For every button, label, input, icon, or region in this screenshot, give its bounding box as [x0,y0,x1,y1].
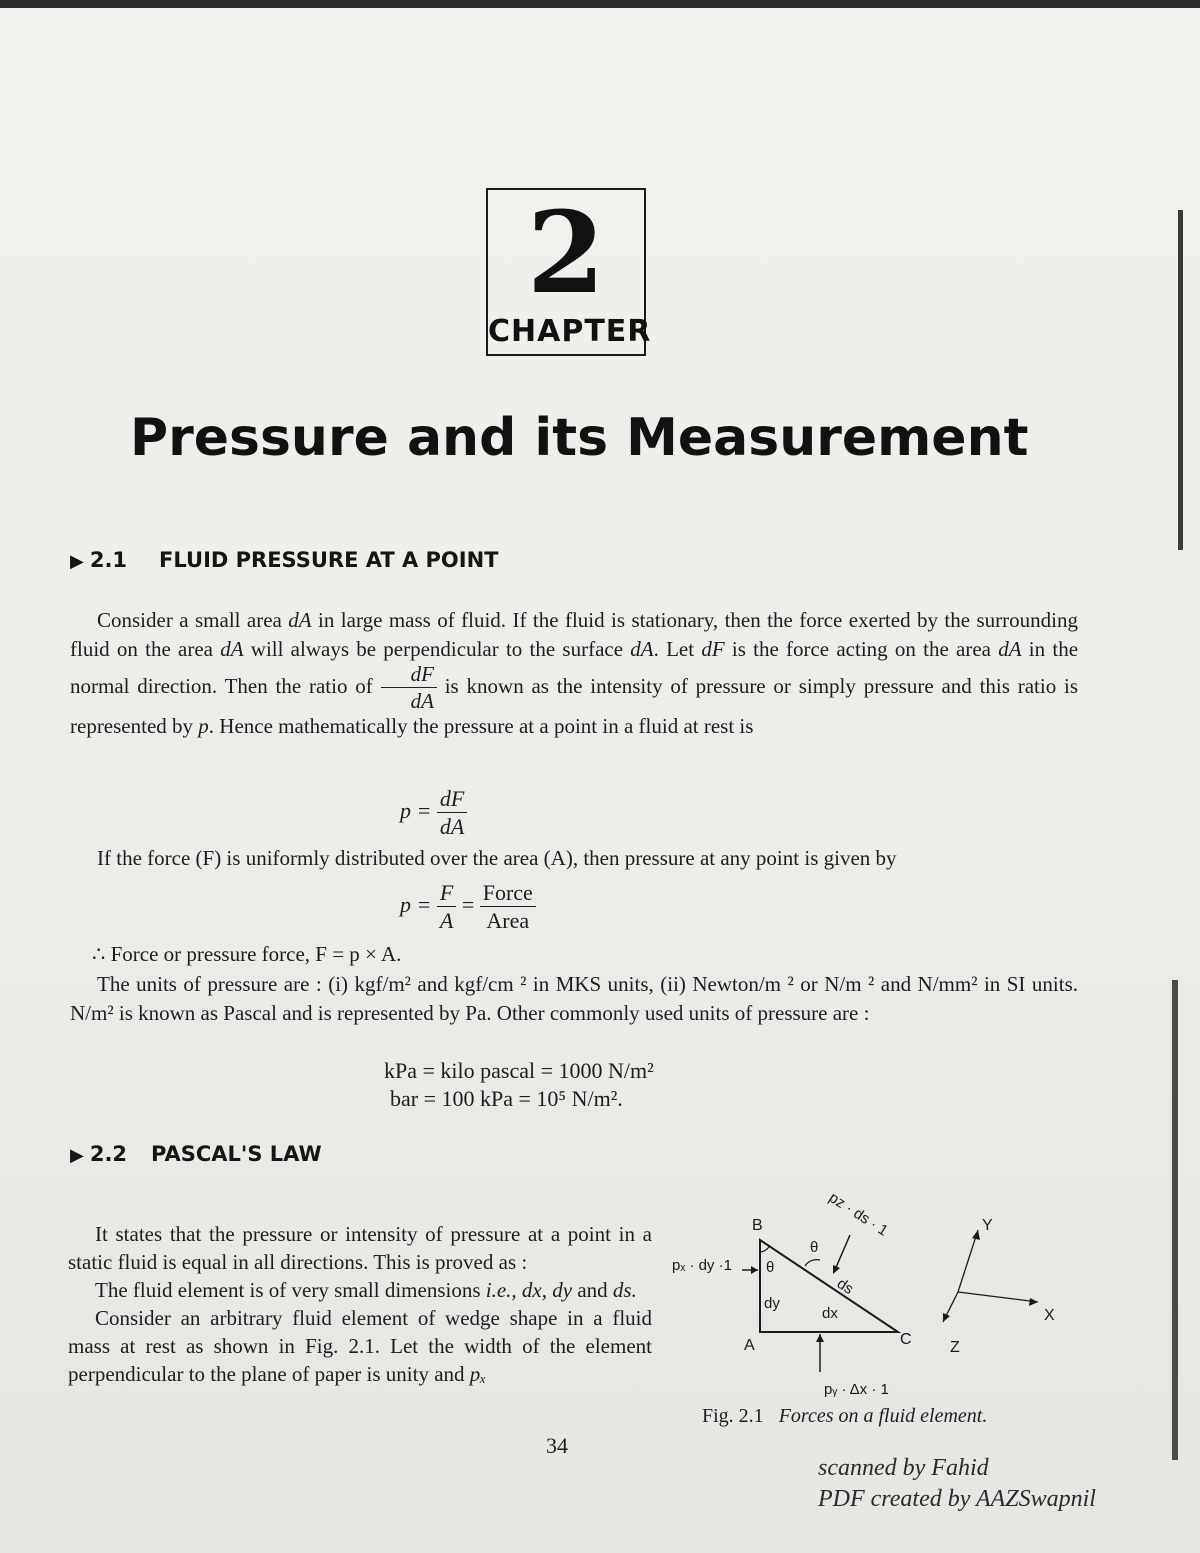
text-run: will always be perpendicular to the surface [250,637,624,661]
text-run: in the normal direction. Then the ratio of [70,637,1079,698]
force-label-pz: pz · ds · 1 [825,1189,892,1240]
label-x: X [1044,1307,1055,1324]
fraction-F-A: $\frac{F}{A}$ [437,882,456,932]
paragraph-uniform-force: If the force (F) is uniformly distributed over the area (A), then pressure at any point is given by [97,846,897,870]
fluid-element-figure [660,1180,1080,1405]
label-a: A [744,1337,755,1354]
section-heading-2-1 [70,548,499,572]
y-axis-arrowhead [972,1230,980,1240]
figure-caption [702,1405,987,1428]
label-dx: dx [822,1305,838,1322]
label-c: C [900,1331,912,1348]
paragraph-pascal-law: It states that the pressure or intensity of pressure at a point in a static fluid is equal in all directions. This is proved as : The fluid element is of very small dimensions i.e., dx, dy and ds. Consider an arbitrary fluid element of wedge shape in a fluid mass at rest as shown in Fig. 2.1. Let the width of the element perpendicular to the plane of paper is unity and pₓ [68,1222,652,1386]
symbol-dA: dA [630,637,654,661]
force-label-px: pₓ · dy ·1 [672,1257,732,1274]
scan-binding-shadow-lower [1172,980,1178,1460]
chapter-box [486,188,652,356]
label-dy: dy [764,1295,780,1312]
chapter-number: 2 [527,188,605,319]
label-theta-top: θ [810,1239,819,1256]
text-run: Consider an arbitrary fluid element of wedge shape in a fluid mass at rest as shown in Fig. 2.1. Let the width of the element perpendicular to the plane of paper is unity and [68,1306,652,1386]
force-label-py: pᵧ · Δx · 1 [824,1381,889,1398]
text-run: pₓ [469,1362,487,1386]
text-run: is known as the intensity of pressure or simply pressure and this ratio is represented by [70,673,1079,738]
figure-caption-text: Forces on a fluid element. [778,1405,988,1427]
text-run: . Hence mathematically the pressure at a point in a fluid at rest is [208,714,754,738]
fraction-force-area: $\frac{\text{Force}}{\text{Area}}$ [480,882,536,932]
symbol-dA: dA [998,637,1022,661]
section-arrow-icon: ▶ [70,551,84,572]
equals-sign: = [461,892,475,918]
unit-kpa: kPa = kilo pascal = 1000 N/m² [384,1058,654,1083]
page-number: 34 [546,1433,568,1458]
symbol-dA: dA [288,608,312,632]
credit-scanner: scanned by Fahid [818,1455,989,1481]
text-run: in large mass of fluid. If the fluid is stationary, then the force exerted by the surrounding fluid on the area [70,608,1078,661]
x-axis [958,1292,1038,1302]
equation-pressure-differential [400,788,467,838]
scan-binding-shadow [1178,210,1183,550]
text-run: ds. [612,1278,637,1302]
credit-pdf-creator: PDF created by AAZSwapnil [818,1486,1096,1512]
scan-top-edge [0,0,1200,8]
label-ds: ds [833,1275,857,1298]
paragraph-definition [70,606,1078,741]
chapter-label: CHAPTER [488,314,652,349]
x-axis-arrowhead [1029,1298,1038,1306]
symbol-dA: dA [220,637,244,661]
unit-bar: bar = 100 kPa = 10⁵ N/m². [390,1086,623,1111]
figure-number: Fig. 2.1 [702,1405,764,1427]
section-heading-2-2 [70,1142,322,1166]
text-run: and [577,1278,608,1302]
fraction-dF-dA: $\frac{dF}{dA}$ [381,664,437,712]
text-run: is the force acting on the area [731,637,991,661]
angle-arc-ds [805,1260,820,1266]
page-title: Pressure and its Measurement [130,408,1029,468]
section-title: PASCAL'S LAW [151,1142,322,1166]
equation-lhs: p = [400,892,432,918]
fraction-dF-dA: $\frac{dF}{dA}$ [437,788,467,838]
section-number: 2.1 [89,548,128,572]
text-run: i.e., dx, dy [485,1278,573,1302]
section-number: 2.2 [89,1142,128,1166]
symbol-p: p [198,714,209,738]
symbol-dF: dF [701,637,725,661]
label-b: B [752,1217,763,1234]
y-axis [958,1230,978,1292]
label-theta-left: θ [766,1259,775,1276]
section-title: FLUID PRESSURE AT A POINT [159,548,499,572]
text-run: The fluid element is of very small dimensions [95,1278,481,1302]
section-arrow-icon: ▶ [70,1145,84,1166]
label-z: Z [950,1339,960,1356]
force-relation-line: ∴ Force or pressure force, F = p × A. [92,942,402,966]
text-run: Consider a small area [97,608,282,632]
paragraph-units: The units of pressure are : (i) kgf/m² and kgf/cm ² in MKS units, (ii) Newton/m ² or N/m ² and N/mm² in SI units. N/m² is known as Pascal and is represented by Pa. Other commonly used units of pressure are : [70,972,1078,1025]
text-run: . Let [653,637,695,661]
pz-arrow [834,1235,850,1272]
py-arrowhead [816,1334,824,1342]
equation-pressure-force-area [400,882,536,932]
px-arrowhead [751,1266,758,1274]
label-y: Y [982,1217,993,1234]
equation-lhs: p = [400,798,432,824]
